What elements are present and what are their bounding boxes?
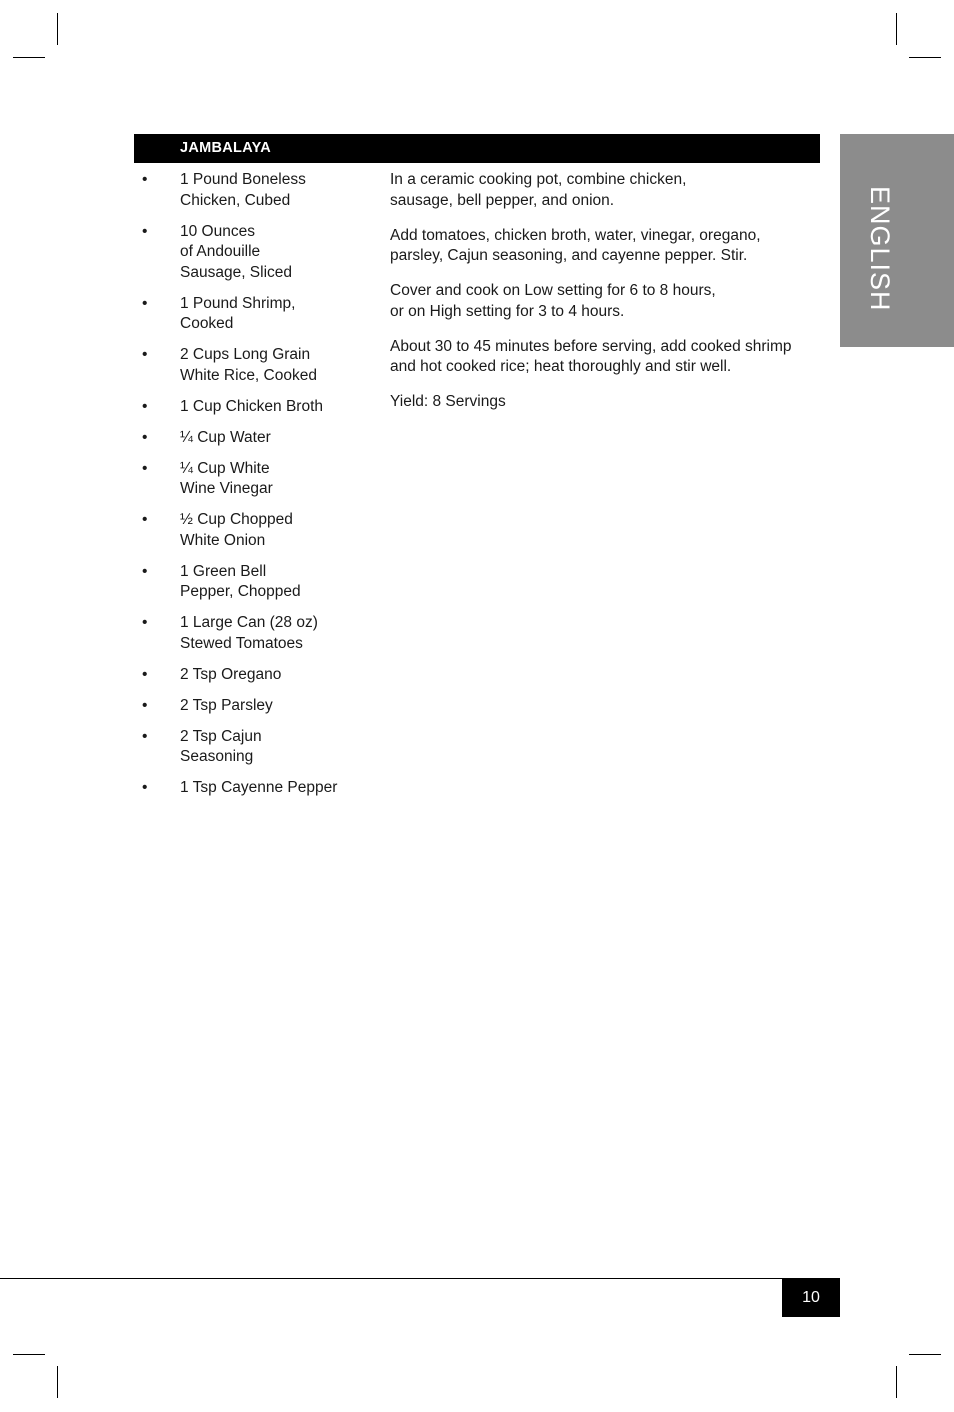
ingredient-item (134, 345, 374, 386)
ingredient-text: ¼ Cup Water (180, 428, 271, 446)
direction-step (390, 170, 815, 211)
ingredient-item (134, 562, 374, 603)
ingredient-text: 2 Tsp Oregano (180, 665, 282, 683)
ingredient-text: 1 Green Bell (180, 562, 267, 580)
ingredient-text: 2 Tsp Parsley (180, 696, 273, 714)
bullet-icon: • (142, 346, 148, 363)
crop-mark (909, 57, 941, 58)
bullet-icon: • (142, 459, 148, 477)
recipe-title: JAMBALAYA (180, 140, 272, 156)
direction-text: In a ceramic cooking pot, combine chicken, (390, 171, 687, 188)
ingredient-text: 1 Large Can (28 oz) (180, 614, 318, 631)
ingredient-text: Stewed Tomatoes (180, 634, 303, 652)
ingredient-item (134, 665, 374, 686)
ingredient-text: 2 Cups Long Grain (180, 346, 311, 363)
crop-mark (13, 1354, 45, 1355)
bullet-icon: • (142, 428, 148, 446)
ingredient-item (134, 459, 374, 500)
ingredient-text: Cooked (180, 315, 234, 332)
footer-rule (0, 1278, 840, 1279)
ingredient-text: 1 Cup Chicken Broth (180, 397, 324, 415)
ingredient-text: Seasoning (180, 748, 254, 765)
direction-text: parsley, Cajun seasoning, and cayenne pepper. Stir. (390, 247, 748, 264)
ingredient-item (134, 222, 374, 284)
bullet-icon: • (142, 511, 148, 528)
ingredient-item (134, 727, 374, 768)
ingredient-text: Chicken, Cubed (180, 191, 291, 209)
ingredient-text: 2 Tsp Cajun (180, 727, 262, 745)
direction-step (390, 226, 815, 267)
ingredient-text: 1 Pound Shrimp, (180, 294, 296, 312)
bullet-icon: • (142, 397, 148, 415)
direction-step (390, 281, 815, 322)
direction-text: Yield: 8 Servings (390, 393, 506, 410)
ingredient-item (134, 510, 374, 551)
crop-mark (57, 13, 58, 45)
language-tab (840, 134, 954, 347)
ingredient-item (134, 397, 374, 418)
ingredient-item (134, 696, 374, 717)
ingredient-item (134, 428, 374, 449)
direction-text: or on High setting for 3 to 4 hours. (390, 302, 625, 320)
crop-mark (896, 1366, 897, 1398)
language-tab-label: ENGLISH (865, 186, 895, 312)
direction-text: and hot cooked rice; heat thoroughly and stir well. (390, 358, 732, 375)
bullet-icon: • (142, 294, 148, 312)
ingredient-text: 10 Ounces (180, 222, 255, 240)
direction-step (390, 392, 815, 413)
ingredient-item (134, 613, 374, 654)
bullet-icon: • (142, 222, 148, 240)
page-number: 10 (782, 1278, 840, 1317)
direction-step (390, 337, 815, 378)
ingredient-text: ½ Cup Chopped (180, 511, 293, 528)
bullet-icon: • (142, 171, 148, 188)
crop-mark (896, 13, 897, 45)
bullet-icon: • (142, 696, 148, 714)
ingredient-text: of Andouille (180, 243, 261, 260)
ingredient-text: ¼ Cup White (180, 459, 270, 477)
direction-text: Cover and cook on Low setting for 6 to 8 hours, (390, 282, 716, 299)
crop-mark (57, 1366, 58, 1398)
bullet-icon: • (142, 727, 148, 745)
ingredients-list (134, 170, 374, 809)
direction-text: Add tomatoes, chicken broth, water, vinegar, oregano, (390, 226, 761, 244)
ingredient-item (134, 170, 374, 211)
ingredient-text: Wine Vinegar (180, 480, 273, 497)
ingredient-text: White Rice, Cooked (180, 366, 317, 384)
bullet-icon: • (142, 614, 148, 631)
bullet-icon: • (142, 779, 148, 796)
bullet-icon: • (142, 562, 148, 580)
ingredient-item (134, 294, 374, 335)
direction-text: sausage, bell pepper, and onion. (390, 191, 615, 209)
ingredient-text: Sausage, Sliced (180, 263, 293, 281)
direction-text: About 30 to 45 minutes before serving, add cooked shrimp (390, 337, 792, 355)
crop-mark (13, 57, 45, 58)
directions (390, 170, 815, 427)
crop-mark (909, 1354, 941, 1355)
ingredient-text: 1 Pound Boneless (180, 171, 306, 188)
ingredient-text: 1 Tsp Cayenne Pepper (180, 779, 338, 796)
ingredient-text: White Onion (180, 531, 266, 549)
bullet-icon: • (142, 665, 148, 683)
ingredient-item (134, 778, 374, 799)
ingredient-text: Pepper, Chopped (180, 583, 301, 600)
recipe-title-bar (134, 134, 820, 163)
